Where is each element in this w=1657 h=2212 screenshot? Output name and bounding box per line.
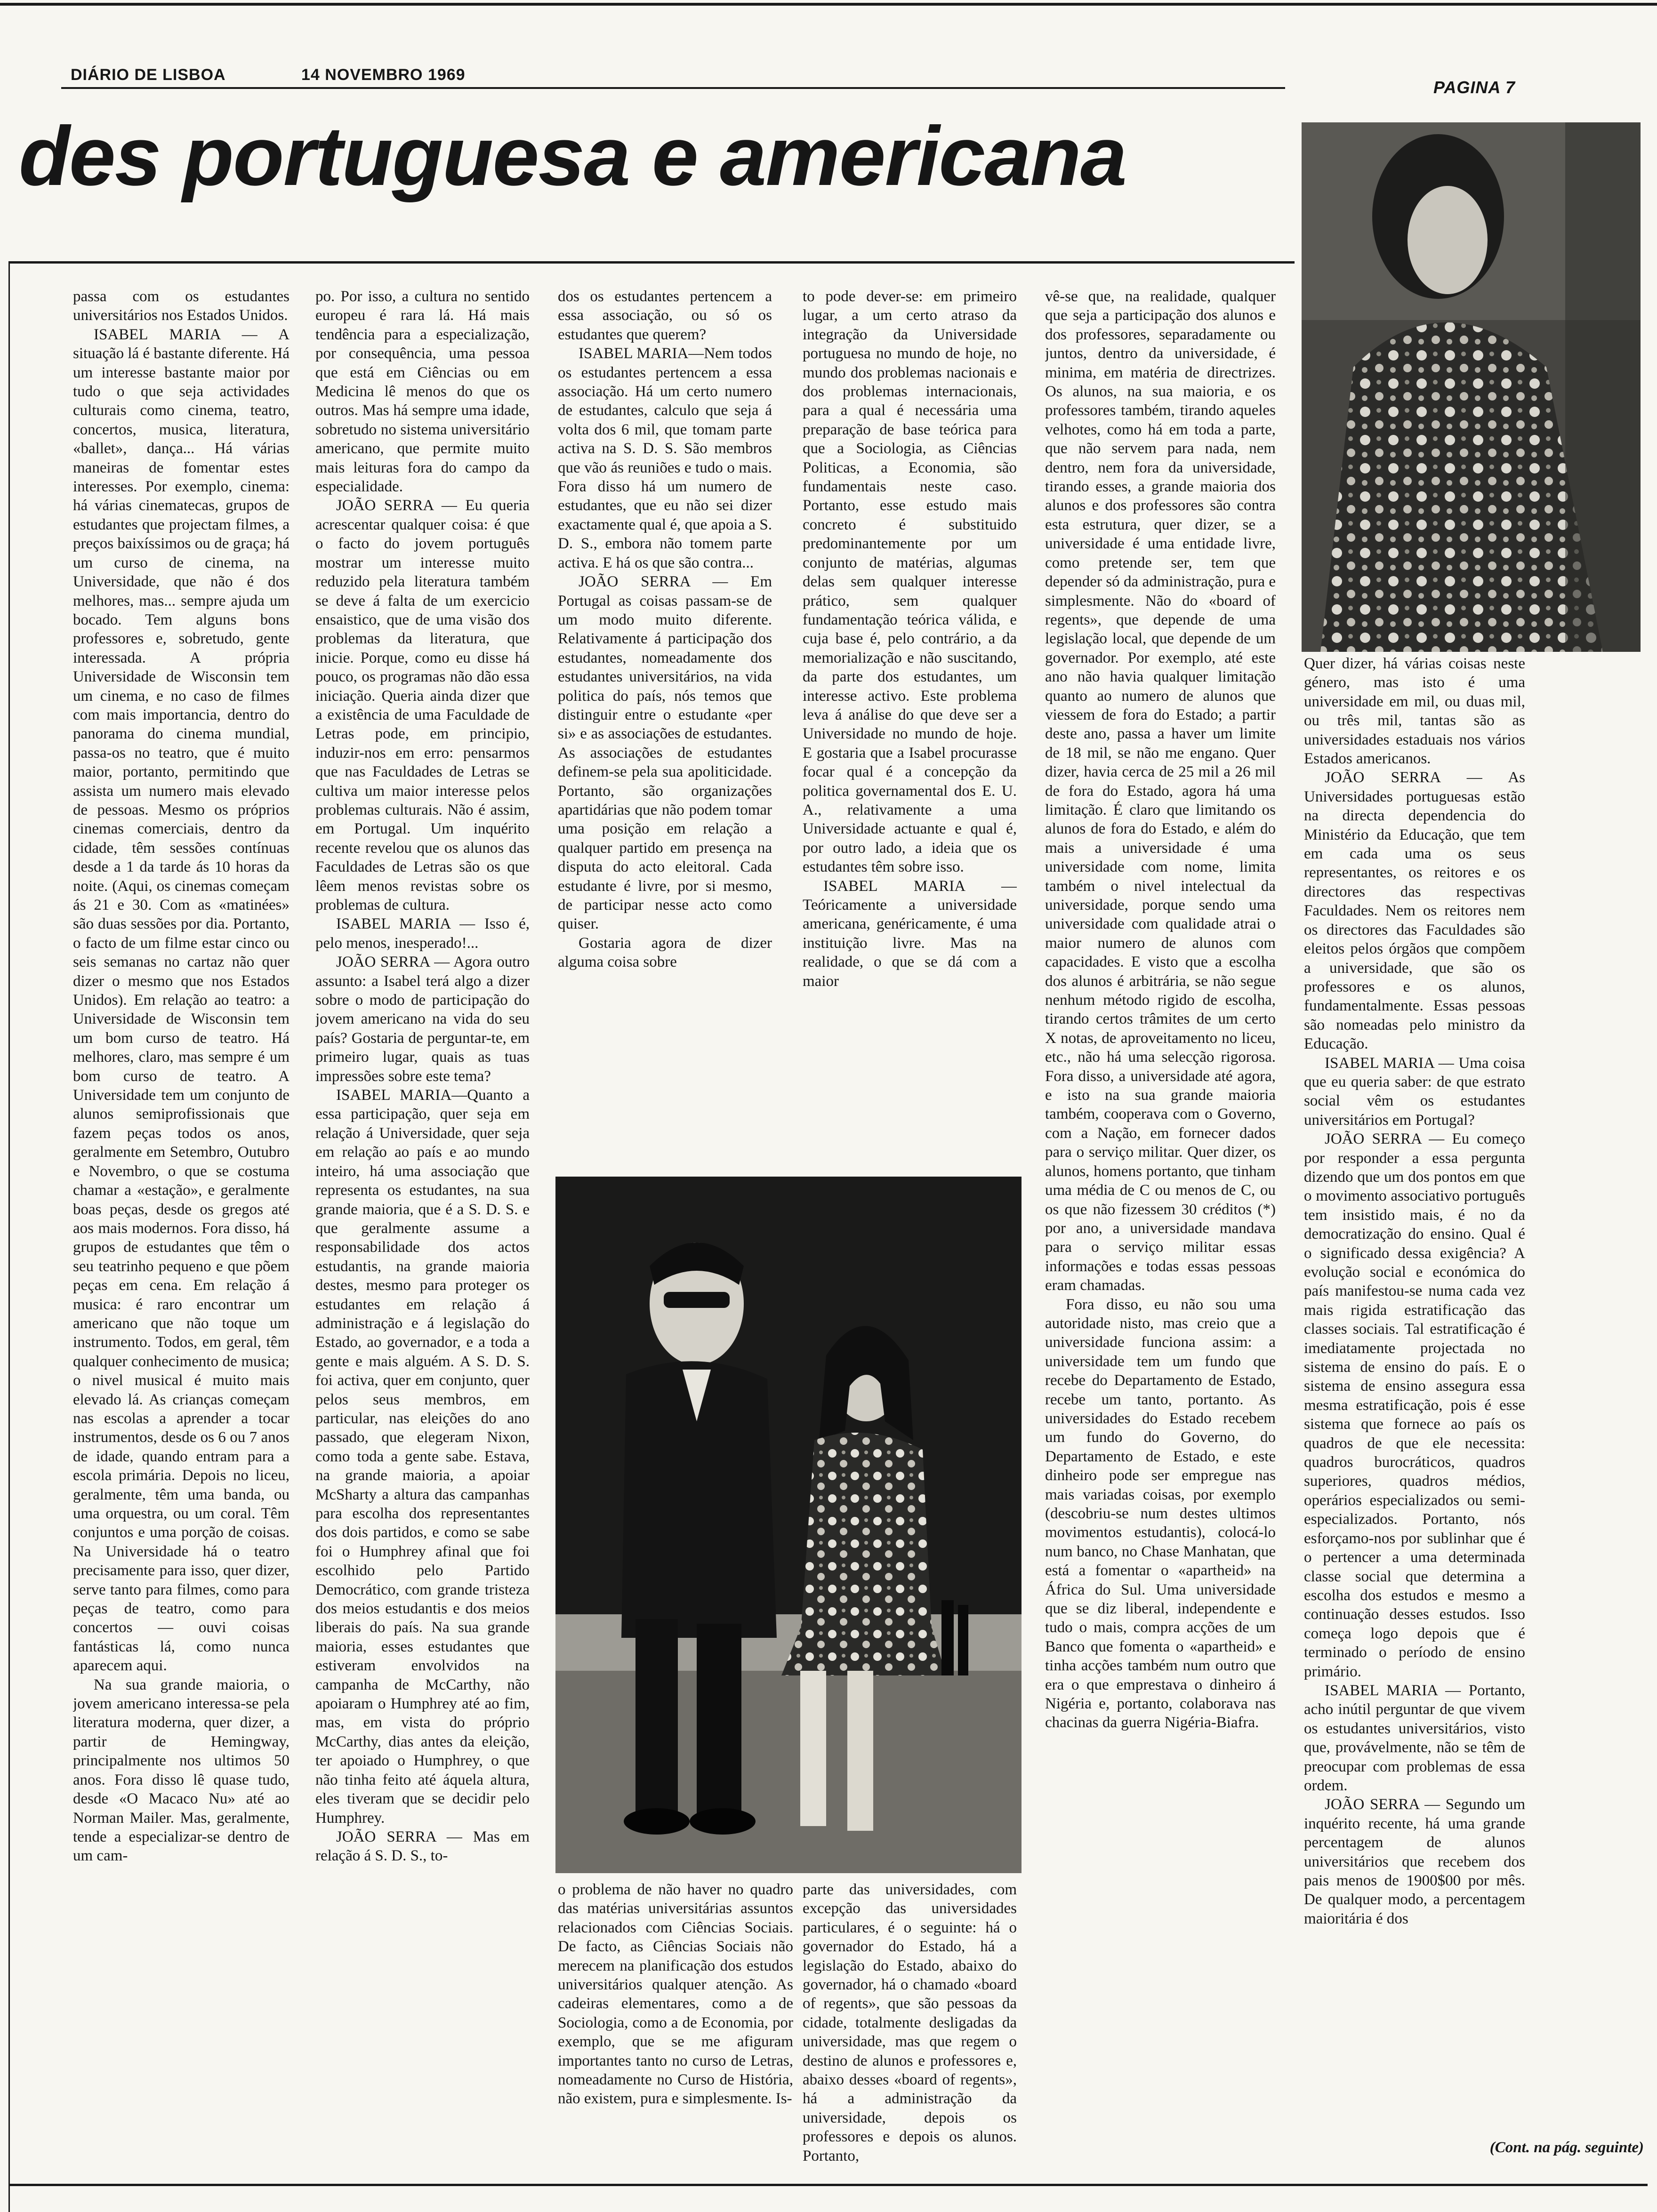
paragraph: Quer dizer, há várias coisas neste género, mas isto é uma universidade em mil, ou duas mil, ou três mil, tantas são as universidades estaduais nos vários Estados americanos. xyxy=(1304,655,1525,768)
paragraph: Na sua grande maioria, o jovem americano interessa-se pela literatura moderna, quer dizer, a partir de Hemingway, principalmente nos ultimos 50 anos. Fora disso lê quase tudo, desde «O Macaco Nu» até ao Norman Mailer. Mas, geralmente, tende a especializar-se dentro de um cam- xyxy=(73,1676,290,1865)
header-rule xyxy=(61,87,1285,89)
paragraph: po. Por isso, a cultura no sentido europeu é rara lá. Há mais tendência para a especialização, por consequência, uma pessoa que está em Ciências ou em Medicina lê menos do que os outros. Mas há sempre uma idade, sobretudo no sistema universitário americano, que permite muito mais leituras fora do campo da especialidade. xyxy=(315,288,530,496)
article-column-6 xyxy=(1304,654,1525,2137)
article-column-3 xyxy=(558,287,772,1172)
paragraph: o problema de não haver no quadro das matérias universitárias assuntos relacionados com Ciências Sociais. De facto, as Ciências Sociais não merecem na planificação dos estudos universitários qualquer atenção. As cadeiras elementares, como a de Sociologia, como a de Economia, por exemplo, que se me afiguram importantes tanto no curso de Letras, nomeadamente no Curso de História, não existem, pura e simplesmente. Is- xyxy=(558,1881,793,2108)
continuation-note: (Cont. na pág. seguinte) xyxy=(1489,2139,1644,2156)
paragraph: ISABEL MARIA—Quanto a essa participação, quer seja em relação á Universidade, quer seja em relação ao país e ao mundo inteiro, há uma associação que representa os estudantes, na sua grande maioria, que é a S. D. S. e que geralmente assume a responsabilidade dos actos estudantis, na grande maioria destes, mesmo para proteger os estudantes em relação á administração e á legislação do Estado, ao governador, e a toda a gente e mais alguém. A S. D. S. foi activa, quer em conjunto, quer pelos seus membros, em particular, nas eleições do ano passado, que elegeram Nixon, como toda a gente sabe. Estava, na grande maioria, a apoiar McSharty a altura das campanhas para escolha dos representantes dos dois partidos, e como se sabe foi o Humphrey afinal que foi escolhido pelo Partido Democrático, com grande tristeza dos meios estudantis e dos meios liberais do país. Na sua grande maioria, esses estudantes que estiveram envolvidos na campanha de McCarthy, não apoiaram o Humphrey até ao fim, mas, em vista do próprio McCarthy, dias antes da eleição, ter apoiado o Humphrey, o que não tinha feito até áquela altura, eles tiveram que se decidir pelo Humphrey. xyxy=(315,1087,530,1827)
paragraph: parte das universidades, com excepção das universidades particulares, é o seguinte: há o governador do Estado, há a legislação do Estado, abaixo do governador, há o chamado «board of regents», que são pessoas da cidade, totalmente desligadas da universidade, mas que regem o destino de alunos e professores e, abaixo desses «board of regents», há a administração da universidade, depois os professores e depois os alunos. Portanto, xyxy=(803,1881,1017,2164)
issue-date: 14 NOVEMBRO 1969 xyxy=(301,66,466,84)
portrait-photo xyxy=(1302,122,1641,652)
page-number: PAGINA 7 xyxy=(1433,78,1516,97)
article-column-5 xyxy=(1045,287,1276,2174)
paragraph: JOÃO SERRA — Eu começo por responder a essa pergunta dizendo que um dos pontos em que o movimento associativo português tem insistido mais, é no da democratização do ensino. Qual é o significado dessa exigência? A evolução social e económica do país manifestou-se numa cada vez mais rigida estratificação das classes sociais. Tal estratificação é imediatamente projectada no sistema de ensino do país. E o sistema de ensino assegura essa mesma estratificação, pois é esse sistema que fornece ao país os quadros de que ele necessita: quadros burocráticos, quadros superiores, quadros médios, operários especializados ou semi-especializados. Portanto, nós esforçamo-nos por sublinhar que é o pertencer a uma determinada classe social que determina a escolha dos estudos e mesmo a continuação desses estudos. Isso começa logo depois que é terminado o período de ensino primário. xyxy=(1304,1130,1525,1680)
article-column-2 xyxy=(315,287,530,2170)
headline: des portuguesa e americana xyxy=(19,109,1126,203)
couple-photo xyxy=(555,1177,1022,1873)
paragraph: ISABEL MARIA—Nem todos os estudantes pertencem a essa associação. Há um certo numero de estudantes, calculo que seja á volta dos 6 mil, que tomam parte activa na S. D. S. São membros que vão ás reuniões e tudo o mais. Fora disso há um numero de estudantes, que eu não sei dizer exactamente qual é, que apoia a S. D. S., embora não tomem parte activa. E há os que são contra... xyxy=(558,345,772,571)
paragraph: JOÃO SERRA — Eu queria acrescentar qualquer coisa: é que o facto do jovem português mostrar um interesse muito reduzido pela literatura também se deve á falta de um exercicio ensaistico, que de uma visão dos problemas da literatura, que inicie. Porque, como eu disse há pouco, os programas não dão essa iniciação. Queria ainda dizer que a existência de uma Faculdade de Letras pode, em principio, induzir-nos em erro: pensarmos que nas Faculdades de Letras se cultiva um maior interesse pelos problemas culturais. Não é assim, em Portugal. Um inquérito recente revelou que os alunos das Faculdades de Letras são os que lêem menos revistas sobre os problemas de cultura. xyxy=(315,497,530,914)
top-rule xyxy=(0,3,1657,6)
paragraph: JOÃO SERRA — Mas em relação á S. D. S., to- xyxy=(315,1828,530,1865)
paragraph: ISABEL MARIA — A situação lá é bastante diferente. Há um interesse bastante maior por tudo o que seja actividades culturais como cinema, teatro, concertos, musica, literatura, «ballet», dança... Há várias maneiras de fomentar estes interesses. Por exemplo, cinema: há várias cinematecas, grupos de estudantes que projectam filmes, a preços baixíssimos ou de graça; há um curso de cinema, na Universidade, que não é dos melhores, mas... sempre ajuda um bocado. Tem alguns bons professores e, sobretudo, gente interessada. A própria Universidade de Wisconsin tem um cinema, e no caso de filmes com mais importancia, dentro do panorama do cinema mundial, passa-os no teatro, que é muito maior, portanto, permitindo que assista um numero mais elevado de pessoas. Mesmo os próprios cinemas comerciais, dentro da cidade, têm sessões contínuas desde a 1 da tarde ás 10 horas da noite. (Aqui, os cinemas começam ás 21 e 30. Com as «matinées» são duas sessões por dia. Portanto, o facto de um filme estar cinco ou seis semanas no cartaz não quer dizer o mesmo que nos Estados Unidos). Em relação ao teatro: a Universidade de Wisconsin tem um bom curso de teatro. Há melhores, claro, mas sempre é um bom curso de teatro. A Universidade tem um conjunto de alunos semiprofissionais que fazem peças todos os anos, geralmente em Setembro, Outubro e Novembro, o que se costuma chamar a «estação», e geralmente boas peças, desde os gregos até aos mais modernos. Fora disso, há grupos de estudantes que têm o seu teatrinho pequeno e que põem peças em cena. Em relação á musica: é raro encontrar um americano que não toque um instrumento. Todos, em geral, têm qualquer conhecimento de musica; o nivel musical é muito mais elevado lá. As crianças começam nas escolas a aprender a tocar instrumentos, desde os 6 ou 7 anos de idade, quando entram para a escola primária. Depois no liceu, geralmente, têm uma banda, ou uma orquestra, ou um coral. Têm conjuntos e uma porção de coisas. Na Universidade há o teatro precisamente para isso, quer dizer, serve tanto para filmes, como para peças de teatro, como para concertos — ouvi coisas fantásticas lá, como nunca aparecem aqui. xyxy=(73,326,290,1675)
left-edge-rule xyxy=(8,261,10,2212)
paragraph: Fora disso, eu não sou uma autoridade nisto, mas creio que a universidade funciona assim: a universidade tem um fundo que recebe do Departamento de Estado, recebe um tanto, portanto. As universidades do Estado recebem um fundo do Governo, do Departamento de Estado, e este dinheiro pode ser empregue nas mais variadas coisas, por exemplo (descobriu-se num destes ultimos movimentos estudantis), colocá-lo num banco, no Chase Manhatan, que está a fomentar o «apartheid» na África do Sul. Uma universidade que se diz liberal, independente e tudo o mais, compra acções de um Banco que fomenta o «apartheid» e tinha acções também num outro que era o que emprestava o dinheiro á Nigéria e, portanto, colaborava nas chacinas da guerra Nigéria-Biafra. xyxy=(1045,1296,1276,1731)
paragraph: to pode dever-se: em primeiro lugar, a um certo atraso da integração da Universidade portuguesa no mundo de hoje, no mundo dos problemas nacionais e dos problemas internacionais, para a qual é necessária uma preparação de base teórica para que a Sociologia, as Ciências Politicas, a Economia, são fundamentais neste caso. Portanto, esse estudo mais concreto é substituido predominantemente por um conjunto de matérias, algumas delas sem qualquer interesse prático, sem qualquer fundamentação teórica válida, e cuja base é, pelo contrário, a da memorialização e não suscitando, da parte dos estudantes, um interesse activo. Este problema leva á análise do que deve ser a Universidade no mundo de hoje. E gostaria que a Isabel procurasse focar qual é a concepção da politica governamental dos E. U. A., relativamente a uma Universidade actuante e qual é, por outro lado, a ideia que os estudantes têm sobre isso. xyxy=(803,288,1017,876)
paragraph: ISABEL MARIA — Uma coisa que eu queria saber: de que estrato social vêm os estudantes universitários em Portugal? xyxy=(1304,1054,1525,1129)
article-column-1 xyxy=(73,287,290,2165)
article-column-4 xyxy=(803,287,1017,1172)
paragraph: JOÃO SERRA — Em Portugal as coisas passam-se de um modo muito diferente. Relativamente á participação dos estudantes, nomeadamente dos estudantes universitários, na vida politica do país, nós temos que distinguir entre o estudante «per si» e as associações de estudantes. As associações de estudantes definem-se pela sua apoliticidade. Portanto, são organizações apartidárias que não podem tomar uma posição em relação a qualquer partido em presença na disputa do acto eleitoral. Cada estudante é livre, por si mesmo, de participar nesse acto como quiser. xyxy=(558,573,772,933)
paragraph: Gostaria agora de dizer alguma coisa sobre xyxy=(558,934,772,971)
paragraph: JOÃO SERRA — Segundo um inquérito recente, há uma grande percentagem de alunos universitários que recebem dos pais menos de 1900$00 por mês. De qualquer modo, a percentagem maioritária é dos xyxy=(1304,1796,1525,1927)
paragraph: JOÃO SERRA — Agora outro assunto: a Isabel terá algo a dizer sobre o modo de participação do jovem americano na vida do seu país? Gostaria de perguntar-te, em primeiro lugar, quais as tuas impressões sobre este tema? xyxy=(315,954,530,1085)
paragraph: vê-se que, na realidade, qualquer que seja a participação dos alunos e dos professores, separadamente ou juntos, dentro da universidade, é minima, em matéria de directrizes. Os alunos, na sua maioria, e os professores também, tirando aqueles velhotes, como há em toda a parte, que não servem para nada, nem dentro, nem fora da universidade, tirando esses, a grande maioria dos alunos e dos professores são contra esta estrutura, quer dizer, se a universidade é uma entidade livre, como pretende ser, tem que depender só da administração, pura e simplesmente. Não do «board of regents», que depende de uma legislação local, que depende de um governador. Por exemplo, até este ano não havia qualquer limitação quanto ao numero de alunos que viessem de fora do Estado; a partir deste ano, passa a haver um limite de 18 mil, se não me engano. Quer dizer, havia cerca de 25 mil a 26 mil de fora do Estado, agora há uma limitação. É claro que limitando os alunos de fora do Estado, e além do mais a universidade é uma universidade com nome, limita também o nivel intelectual da universidade, porque sendo uma universidade com qualidade atrai o maior numero de alunos com capacidades. E visto que a escolha dos alunos é arbitrária, se não segue nenhum método rigido de escolha, tirando certos trâmites de um certo X notas, de aproveitamento no liceu, etc., não há uma selecção rigorosa. Fora disso, a universidade até agora, e isto na sua grande maioria também, cooperava com o Governo, com a Nação, em fornecer dados para o serviço militar. Quer dizer, os alunos, homens portanto, que tinham uma média de C ou menos de C, ou os que não fizessem 30 créditos (*) por ano, a universidade mandava para o serviço militar essas informações e todas essas pessoas eram chamadas. xyxy=(1045,288,1276,1294)
paragraph: passa com os estudantes universitários nos Estados Unidos. xyxy=(73,288,290,324)
bottom-rule xyxy=(9,2184,1648,2186)
man-and-woman-image xyxy=(555,1177,1022,1873)
headline-rule xyxy=(9,261,1295,264)
paragraph: ISABEL MARIA — Portanto, acho inútil perguntar de que vivem os estudantes universitários, visto que, provávelmente, não se têm de preocupar com problemas de essa ordem. xyxy=(1304,1682,1525,1794)
newspaper-name: DIÁRIO DE LISBOA xyxy=(71,66,226,84)
paragraph: dos os estudantes pertencem a essa associação, ou só os estudantes que querem? xyxy=(558,288,772,343)
paragraph: ISABEL MARIA — Isso é, pelo menos, inesperado!... xyxy=(315,915,530,952)
article-column-4-lower xyxy=(803,1880,1017,2172)
paragraph: JOÃO SERRA — As Universidades portuguesas estão na directa dependencia do Ministério da Educação, que tem em cada uma os seus representantes, os reitores e os directores das respectivas Faculdades. Nem os reitores nem os directores das Faculdades são eleitos pelos órgãos que compõem a universidade, que são os professores e os alunos, fundamentalmente. Essas pessoas são nomeadas pelo ministro da Educação. xyxy=(1304,769,1525,1053)
article-column-3-lower xyxy=(558,1880,793,2172)
woman-portrait-image xyxy=(1302,122,1641,652)
paragraph: ISABEL MARIA — Teóricamente a universidade americana, genéricamente, é uma instituição livre. Mas na realidade, o que se dá com a maior xyxy=(803,877,1017,990)
